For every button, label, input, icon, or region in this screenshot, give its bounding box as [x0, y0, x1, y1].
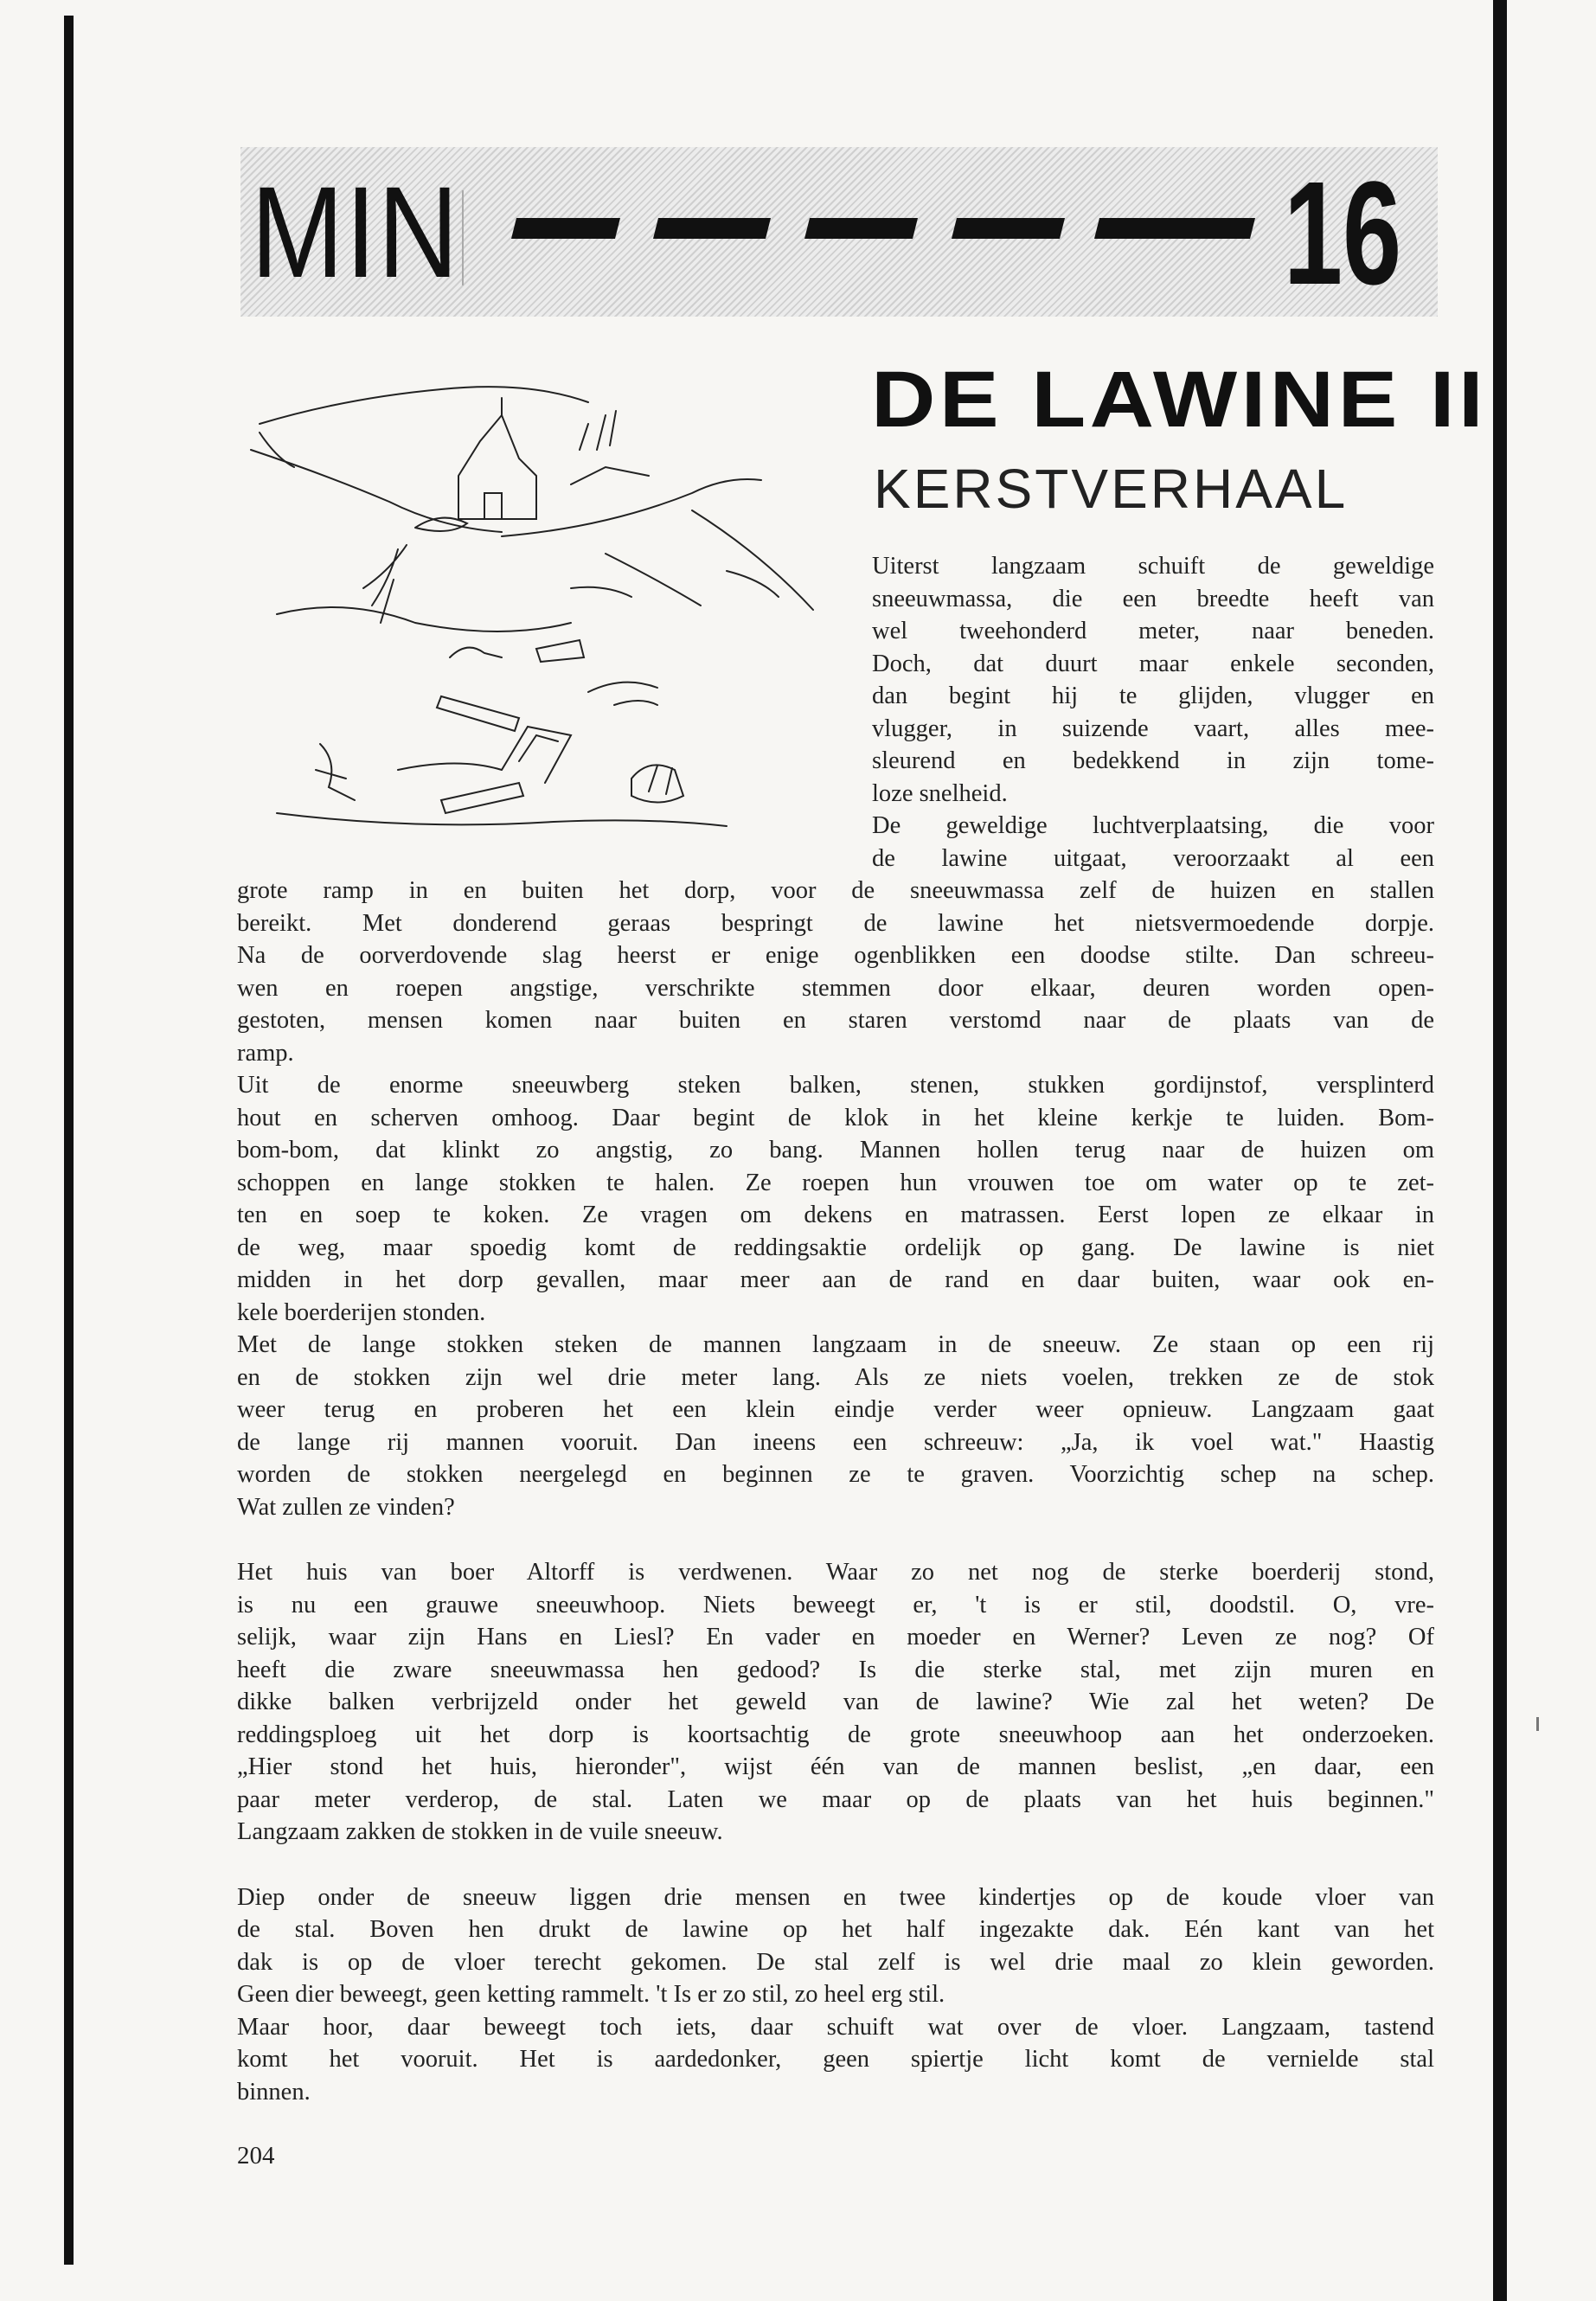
text-line: binnen.: [237, 2078, 311, 2106]
text-line: loze snelheid.: [872, 779, 1008, 807]
paragraph-gap: [237, 1523, 1434, 1556]
text-line: Met de lange stokken steken de mannen langzaam in de sneeuw. Ze staan op een rij: [237, 1331, 1434, 1358]
text-line: is nu een grauwe sneeuwhoop. Niets beweegt er, 't is er stil, doodstil. O, vre-: [237, 1591, 1434, 1618]
text-line: Wat zullen ze vinden?: [237, 1493, 455, 1521]
text-line: selijk, waar zijn Hans en Liesl? En vader en moeder en Werner? Leven ze nog? Of: [237, 1624, 1434, 1650]
text-line: dan begint hij te glijden, vlugger en: [872, 683, 1434, 709]
chapter-number: 16: [1284, 151, 1402, 316]
text-line: paar meter verderop, de stal. Laten we maar op de plaats van het huis beginnen.": [237, 1785, 1434, 1813]
text-line: wen en roepen angstige, verschrikte stemmen door elkaar, deuren worden open-: [237, 974, 1434, 1002]
text-line: wel tweehonderd meter, naar beneden.: [872, 618, 1434, 644]
text-line: De geweldige luchtverplaatsing, die voor: [872, 812, 1434, 839]
text-line: ramp.: [237, 1039, 294, 1067]
text-line: Langzaam zakken de stokken in de vuile sneeuw.: [237, 1818, 723, 1845]
text-line: de weg, maar spoedig komt de reddingsaktie ordelijk op gang. De lawine is niet: [237, 1234, 1434, 1261]
text-line: „Hier stond het huis, hieronder", wijst één van de mannen beslist, „en daar, een: [237, 1753, 1434, 1780]
text-line: de lange rij mannen vooruit. Dan ineens een schreeuw: „Ja, ik voel wat." Haastig: [237, 1428, 1434, 1456]
text-line: bom-bom, dat klinkt zo angstig, zo bang. Mannen hollen terug naar de huizen om: [237, 1137, 1434, 1163]
banner-label: MIN: [251, 159, 460, 304]
text-line: weer terug en proberen het een klein eindje verder weer opnieuw. Langzaam gaat: [237, 1396, 1434, 1423]
text-line: sleurend en bedekkend in zijn tome-: [872, 747, 1434, 774]
intro-paragraph: [872, 550, 1434, 875]
scan-border-right: [1493, 0, 1507, 2301]
text-line: midden in het dorp gevallen, maar meer aan de rand en daar buiten, waar ook en-: [237, 1266, 1434, 1293]
banner-dash: [1094, 218, 1255, 239]
banner-dash: [804, 218, 918, 239]
article-subtitle: KERSTVERHAAL: [874, 458, 1349, 520]
text-line: de stal. Boven hen drukt de lawine op het half ingezakte dak. Eén kant van het: [237, 1916, 1434, 1943]
text-line: Geen dier beweegt, geen ketting rammelt. 't Is er zo stil, zo heel erg stil.: [237, 1981, 945, 2008]
text-line: Na de oorverdovende slag heerst er enige ogenblikken een doodse stilte. Dan schreeu-: [237, 942, 1434, 969]
text-line: dak is op de vloer terecht gekomen. De stal zelf is wel drie maal zo klein geworden.: [237, 1948, 1434, 1976]
banner-dash: [952, 218, 1065, 239]
scan-border-left: [64, 16, 74, 2265]
paragraph-gap: [237, 1849, 1434, 1881]
article-title: DE LAWINE II: [871, 356, 1488, 444]
text-line: Uiterst langzaam schuift de geweldige: [872, 553, 1434, 580]
text-line: gestoten, mensen komen naar buiten en staren verstomd naar de plaats van de: [237, 1007, 1434, 1034]
text-line: dikke balken verbrijzeld onder het geweld van de lawine? Wie zal het weten? De: [237, 1689, 1434, 1715]
text-line: hout en scherven omhoog. Daar begint de klok in het kleine kerkje te luiden. Bom-: [237, 1104, 1434, 1131]
text-line: de lawine uitgaat, veroorzaakt al een: [872, 844, 1434, 872]
text-line: bereikt. Met donderend geraas bespringt de lawine het nietsvermoedende dorpje.: [237, 909, 1434, 937]
avalanche-illustration: [242, 363, 865, 848]
text-line: reddingsploeg uit het dorp is koortsachtig de grote sneeuwhoop aan het onderzoeken.: [237, 1721, 1434, 1748]
banner-dash: [511, 218, 620, 239]
banner-dash: [653, 218, 771, 239]
page-number: 204: [237, 2142, 275, 2170]
text-line: heeft die zware sneeuwmassa hen gedood? Is die sterke stal, met zijn muren en: [237, 1656, 1434, 1683]
text-line: en de stokken zijn wel drie meter lang. Als ze niets voelen, trekken ze de stok: [237, 1363, 1434, 1391]
text-line: grote ramp in en buiten het dorp, voor de sneeuwmassa zelf de huizen en stallen: [237, 877, 1434, 904]
text-line: komt het vooruit. Het is aardedonker, geen spiertje licht komt de vernielde stal: [237, 2046, 1434, 2073]
text-line: sneeuwmassa, die een breedte heeft van: [872, 585, 1434, 612]
series-banner: [240, 147, 1438, 317]
text-line: vlugger, in suizende vaart, alles mee-: [872, 715, 1434, 742]
text-line: Maar hoor, daar beweegt toch iets, daar schuift wat over de vloer. Langzaam, tastend: [237, 2013, 1434, 2041]
text-line: Het huis van boer Altorff is verdwenen. Waar zo net nog de sterke boerderij stond,: [237, 1559, 1434, 1586]
banner-divider: [462, 190, 464, 285]
text-line: schoppen en lange stokken te halen. Ze roepen hun vrouwen toe om water op te zet-: [237, 1169, 1434, 1196]
text-line: ten en soep te koken. Ze vragen om dekens en matrassen. Eerst lopen ze elkaar in: [237, 1202, 1434, 1228]
text-line: Diep onder de sneeuw liggen drie mensen en twee kindertjes op de koude vloer van: [237, 1883, 1434, 1911]
scan-mark: [1536, 1717, 1539, 1731]
text-line: kele boerderijen stonden.: [237, 1298, 486, 1326]
body-text: [237, 875, 1434, 2108]
text-line: Uit de enorme sneeuwberg steken balken, stenen, stukken gordijnstof, versplinterd: [237, 1072, 1434, 1099]
text-line: worden de stokken neergelegd en beginnen ze te graven. Voorzichtig schep na schep.: [237, 1461, 1434, 1488]
text-line: Doch, dat duurt maar enkele seconden,: [872, 650, 1434, 677]
